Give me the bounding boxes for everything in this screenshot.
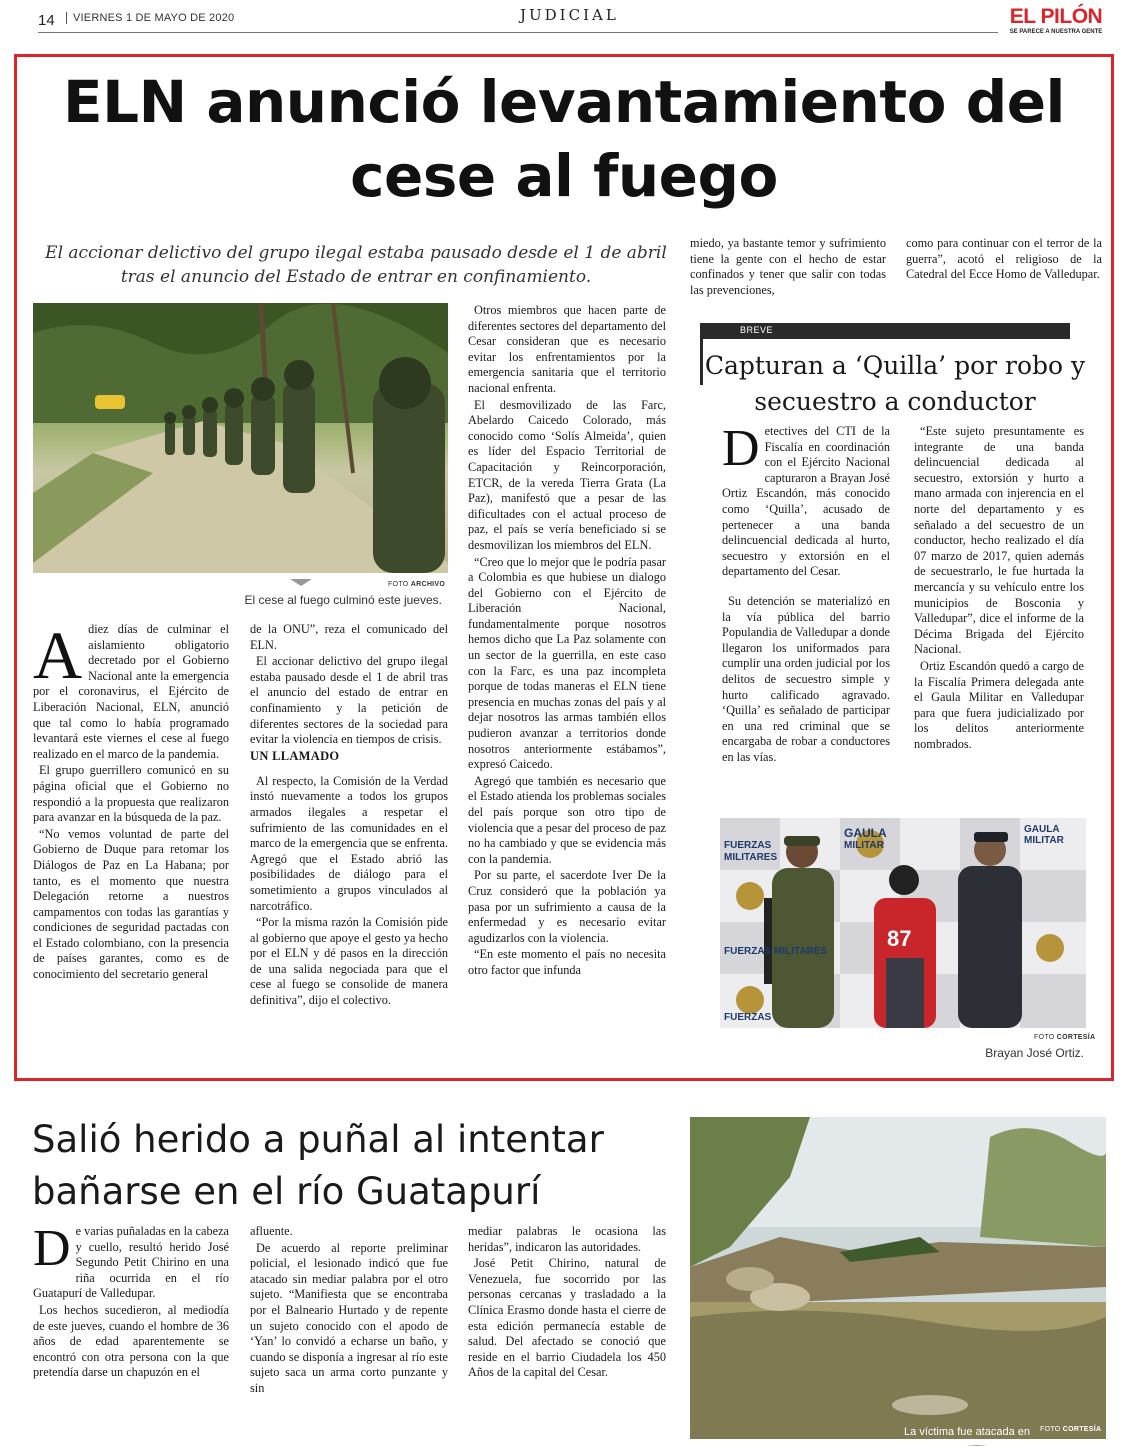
drop-cap: D bbox=[33, 1220, 71, 1277]
jersey-number: 87 bbox=[887, 926, 912, 951]
paragraph: Por su parte, el sacerdote Iver De la Cruz consideró que la población ya pasa por un sufrimiento a causa de la enfermedad y es necesario evitar agudizarlos con la violencia. bbox=[468, 868, 666, 945]
backdrop-word: FUERZAS bbox=[724, 840, 772, 851]
credit-label: FOTO bbox=[1040, 1426, 1061, 1433]
photo-credit-3 bbox=[1040, 1426, 1101, 1433]
breve-label-bar: BREVE bbox=[700, 323, 1070, 339]
paragraph: El accionar delictivo del grupo ilegal estaba pausado desde el 1 de abril tras el anuncio del estado de entrar en confinamiento y la petición de diferentes sectores de la sociedad para evitar la violencia en tiempos de crisis. bbox=[250, 654, 448, 747]
header-rule bbox=[38, 32, 998, 33]
breve-column-1 bbox=[722, 420, 890, 765]
backdrop-word: GAULA MILITAR bbox=[1024, 824, 1064, 846]
main-column-2 bbox=[250, 622, 448, 1009]
main-column-3 bbox=[468, 303, 666, 979]
subhead: UN LLAMADO bbox=[250, 748, 340, 763]
arrest-scene bbox=[720, 818, 1086, 1028]
paragraph: Otros miembros que hacen parte de diferentes sectores del departamento del Cesar consideran que es necesario evitar los enfrentamientos por la emergencia sanitaria que el territorio nacional enfrenta. bbox=[468, 303, 666, 395]
credit-name: CORTESÍA bbox=[1062, 1426, 1102, 1433]
paragraph: e varias puñaladas en la cabeza y cuello, resultó herido José Segundo Petit Chirino en una riña ocurrida en el río Guatapurí de Valledupar. bbox=[33, 1224, 229, 1301]
paragraph: afluente. bbox=[250, 1224, 293, 1238]
photo-caption-3: La víctima fue atacada en el río. bbox=[904, 1426, 1030, 1446]
arrest-photo bbox=[720, 818, 1086, 1028]
paragraph: El grupo guerrillero comunicó en su página oficial que el Gobierno no respondió a la propuesta que realizaron para avanzar en la búsqueda de la paz. bbox=[33, 763, 229, 825]
credit-name: CORTESÍA bbox=[1056, 1034, 1096, 1041]
river-scene bbox=[690, 1117, 1106, 1439]
paragraph: Agregó que también es necesario que el Estado atienda los problemas sociales del país porque son otro tipo de violencia que a pesar del proceso de paz no ha cambiado y que se evidencia más con la pandemia. bbox=[468, 773, 666, 866]
paragraph: Su detención se materializó en la vía pública del barrio Populandia de Valledupar a donde llegaron los uniformados para cumplir una orden judicial por los delitos de secuestro simple y hurto calificado agravado. ‘Quilla’ es señalado de participar en una red criminal que se encargaba de robar a conductores en las vías. bbox=[722, 593, 890, 764]
main-column-5 bbox=[906, 236, 1102, 283]
second-column-3 bbox=[468, 1224, 666, 1381]
backdrop-word: FUERZAS MILITARES bbox=[724, 946, 828, 957]
paragraph: El desmovilizado de las Farc, Abelardo Caicedo Colorado, más conocido como ‘Solís Almeida’, quien es líder del Espacio Territorial de Capacitación y Reincorporación, ETCR, de la vereda Tierra Grata (La Paz), manifestó que a pesar de las dificultades con el actual proceso de paz, el país se vería beneficiado si se desmovilizan los miembros del ELN. bbox=[468, 397, 666, 552]
breve-column-2 bbox=[914, 424, 1084, 752]
paragraph: “Por la misma razón la Comisión pide al gobierno que apoye el gesto ya hecho por el ELN y dé pasos en la dirección de una salida negociada para que el cese al fuego se consolide de manera definitiva”, dijo el colectivo. bbox=[250, 915, 448, 1008]
car-shape bbox=[95, 395, 125, 409]
section-title: JUDICIAL bbox=[520, 6, 619, 24]
page-date: VIERNES 1 DE MAYO DE 2020 bbox=[66, 12, 234, 24]
caption-pointer-1 bbox=[290, 579, 312, 586]
paragraph: Al respecto, la Comisión de la Verdad instó nuevamente a todos los grupos armados ilegales a respetar el sufrimiento de las comunidades en el marco de la emergencia que se enfrenta. Agregó que el Estado abrió las posibilidades de diálogo para el sometimiento a grupos vinculados al narcotráfico. bbox=[250, 773, 448, 913]
second-column-2 bbox=[250, 1224, 448, 1397]
page-number: 14 bbox=[38, 12, 55, 29]
credit-name: ARCHIVO bbox=[410, 581, 446, 588]
paragraph: “Creo que lo mejor que le podría pasar a Colombia es que hubiese un dialogo del Gobierno con el Ejército de Liberación Nacional, fundamentalmente porque nosotros hemos dicho que La Paz solamente con un sector de la guerrilla, en este caso con la Farc, es una paz incompleta porque de todas maneras el ELN tiene presencia en muchas zonas del país y al dejar nosotros las armas también ellos pudieron avanzar a territorios donde nosotros anteriormente estábamos”, expresó Caicedo. bbox=[468, 554, 666, 772]
paragraph: Ortiz Escandón quedó a cargo de la Fiscalía Primera delegada ante el Gaula Militar en Valledupar para que fuera judicializado por los delitos anteriormente nombrados. bbox=[914, 658, 1084, 751]
breve-headline: Capturan a ‘Quilla’ por robo y secuestro a conductor bbox=[704, 351, 1086, 416]
credit-label: FOTO bbox=[1034, 1034, 1055, 1041]
main-deck: El accionar delictivo del grupo ilegal estaba pausado desde el 1 de abril tras el anuncio del Estado de entrar en confinamiento. bbox=[45, 243, 667, 287]
paragraph: “No vemos voluntad de parte del Gobierno de Duque para retomar los Diálogos de Paz en La Habana; por tanto, es el momento que nuestra Delegación retorne a nuestros campamentos con todas las garantías y condiciones de seguridad pactadas con el Estado colombiano, con la presencia de países garantes, como es de conocimiento del secretario general bbox=[33, 826, 229, 982]
backdrop-word: MILITAR bbox=[844, 840, 884, 851]
backdrop-word: FUERZAS bbox=[724, 1012, 772, 1023]
paragraph: miedo, ya bastante temor y sufrimiento tiene la gente con el hecho de estar confinados y tener que salir con todas las prevenciones, bbox=[690, 236, 886, 297]
drop-cap: A bbox=[33, 617, 83, 693]
photo-credit-2 bbox=[1034, 1034, 1095, 1041]
paragraph: Los hechos sucedieron, al mediodía de este jueves, cuando el hombre de 36 años de edad aparentemente se encontró con otra persona con la que pretendía darse un chapuzón en el bbox=[33, 1302, 229, 1380]
second-headline: Salió herido a puñal al intentar bañarse en el río Guatapurí bbox=[32, 1118, 604, 1213]
backdrop-word: MILITARES bbox=[724, 852, 778, 863]
drop-cap: D bbox=[722, 420, 760, 477]
credit-label: FOTO bbox=[388, 581, 409, 588]
second-column-1 bbox=[33, 1220, 229, 1381]
paragraph: “Este sujeto presuntamente es integrante de una banda delincuencial dedicada al secuestro, extorsión y hurto a mano armada con injerencia en el norte del departamento y es señalado a del secuestro de un conductor, hecho realizado el día 07 marzo de 2017, quien además de secuestrarlo, le fue hurtada la mercancía y su vehículo entre los municipios de Bosconia y Valledupar”, dice el informe de la Décima Brigada del Ejército Nacional. bbox=[914, 424, 1084, 657]
paragraph: como para continuar con el terror de la guerra”, acotó el religioso de la Catedral del Ecce Homo de Valledupar. bbox=[906, 236, 1102, 282]
main-column-4 bbox=[690, 236, 886, 298]
soldiers-scene bbox=[33, 303, 448, 573]
newspaper-logo bbox=[1004, 6, 1108, 36]
paragraph: De acuerdo al reporte preliminar policial, el lesionado indicó que fue atacado sin mediar palabra por el otro sujeto. “Manifiesta que se encontraba por el Balneario Hurtado y de repente un sujeto conocido con el apodo de ‘Yan’ lo convidó a echarse un baño, y cuando se disponía a ingresar al río este sujeto saca un arma corto punzante y sin bbox=[250, 1240, 448, 1395]
logo-tagline: SE PARECE A NUESTRA GENTE bbox=[1009, 29, 1103, 35]
photo-credit-1 bbox=[388, 581, 445, 588]
paragraph: mediar palabras le ocasiona las heridas”, indicaron las autoridades. bbox=[468, 1224, 666, 1254]
page-header bbox=[0, 0, 1128, 50]
photo-caption-1: El cese al fuego culminó este jueves. bbox=[244, 593, 442, 607]
paragraph: José Petit Chirino, natural de Venezuela, fue socorrido por las personas cercanas y trasladado a la Clínica Erasmo donde hasta el cierre de esta edición permanecía estable de salud. Del afectado se conoció que reside en el barrio Ciudadela los 450 Años de la capital del Cesar. bbox=[468, 1256, 666, 1380]
soldiers-photo bbox=[33, 303, 448, 573]
paragraph: “En este momento el país no necesita otro factor que infunda bbox=[468, 947, 666, 977]
paragraph: de la ONU”, reza el comunicado del ELN. bbox=[250, 622, 448, 652]
paragraph: diez días de culminar el aislamiento obligatorio decretado por el Gobierno Nacional ante la emergencia por el coronavirus, el Ejército de Liberación Nacional, ELN, anunció que tal como lo había programado levantará este viernes el cese al fuego realizado en el marco de la pandemia. bbox=[33, 622, 229, 761]
logo-wordmark: EL PILÓN bbox=[1009, 5, 1103, 28]
photo-caption-2: Brayan José Ortiz. bbox=[985, 1046, 1084, 1060]
backdrop-word: GAULA bbox=[844, 826, 887, 840]
main-headline: ELN anunció levantamiento del cese al fuego bbox=[63, 68, 1065, 210]
paragraph: etectives del CTI de la Fiscalía en coordinación con el Ejército Nacional capturaron a Brayan José Ortiz Escandón, más conocido como ‘Quilla’, acusado de pertenecer a una banda delincuencial dedicada al hurto, secuestro y extorsión en el departamento del Cesar. bbox=[722, 424, 890, 579]
river-photo bbox=[690, 1117, 1106, 1439]
main-column-1 bbox=[33, 617, 229, 983]
